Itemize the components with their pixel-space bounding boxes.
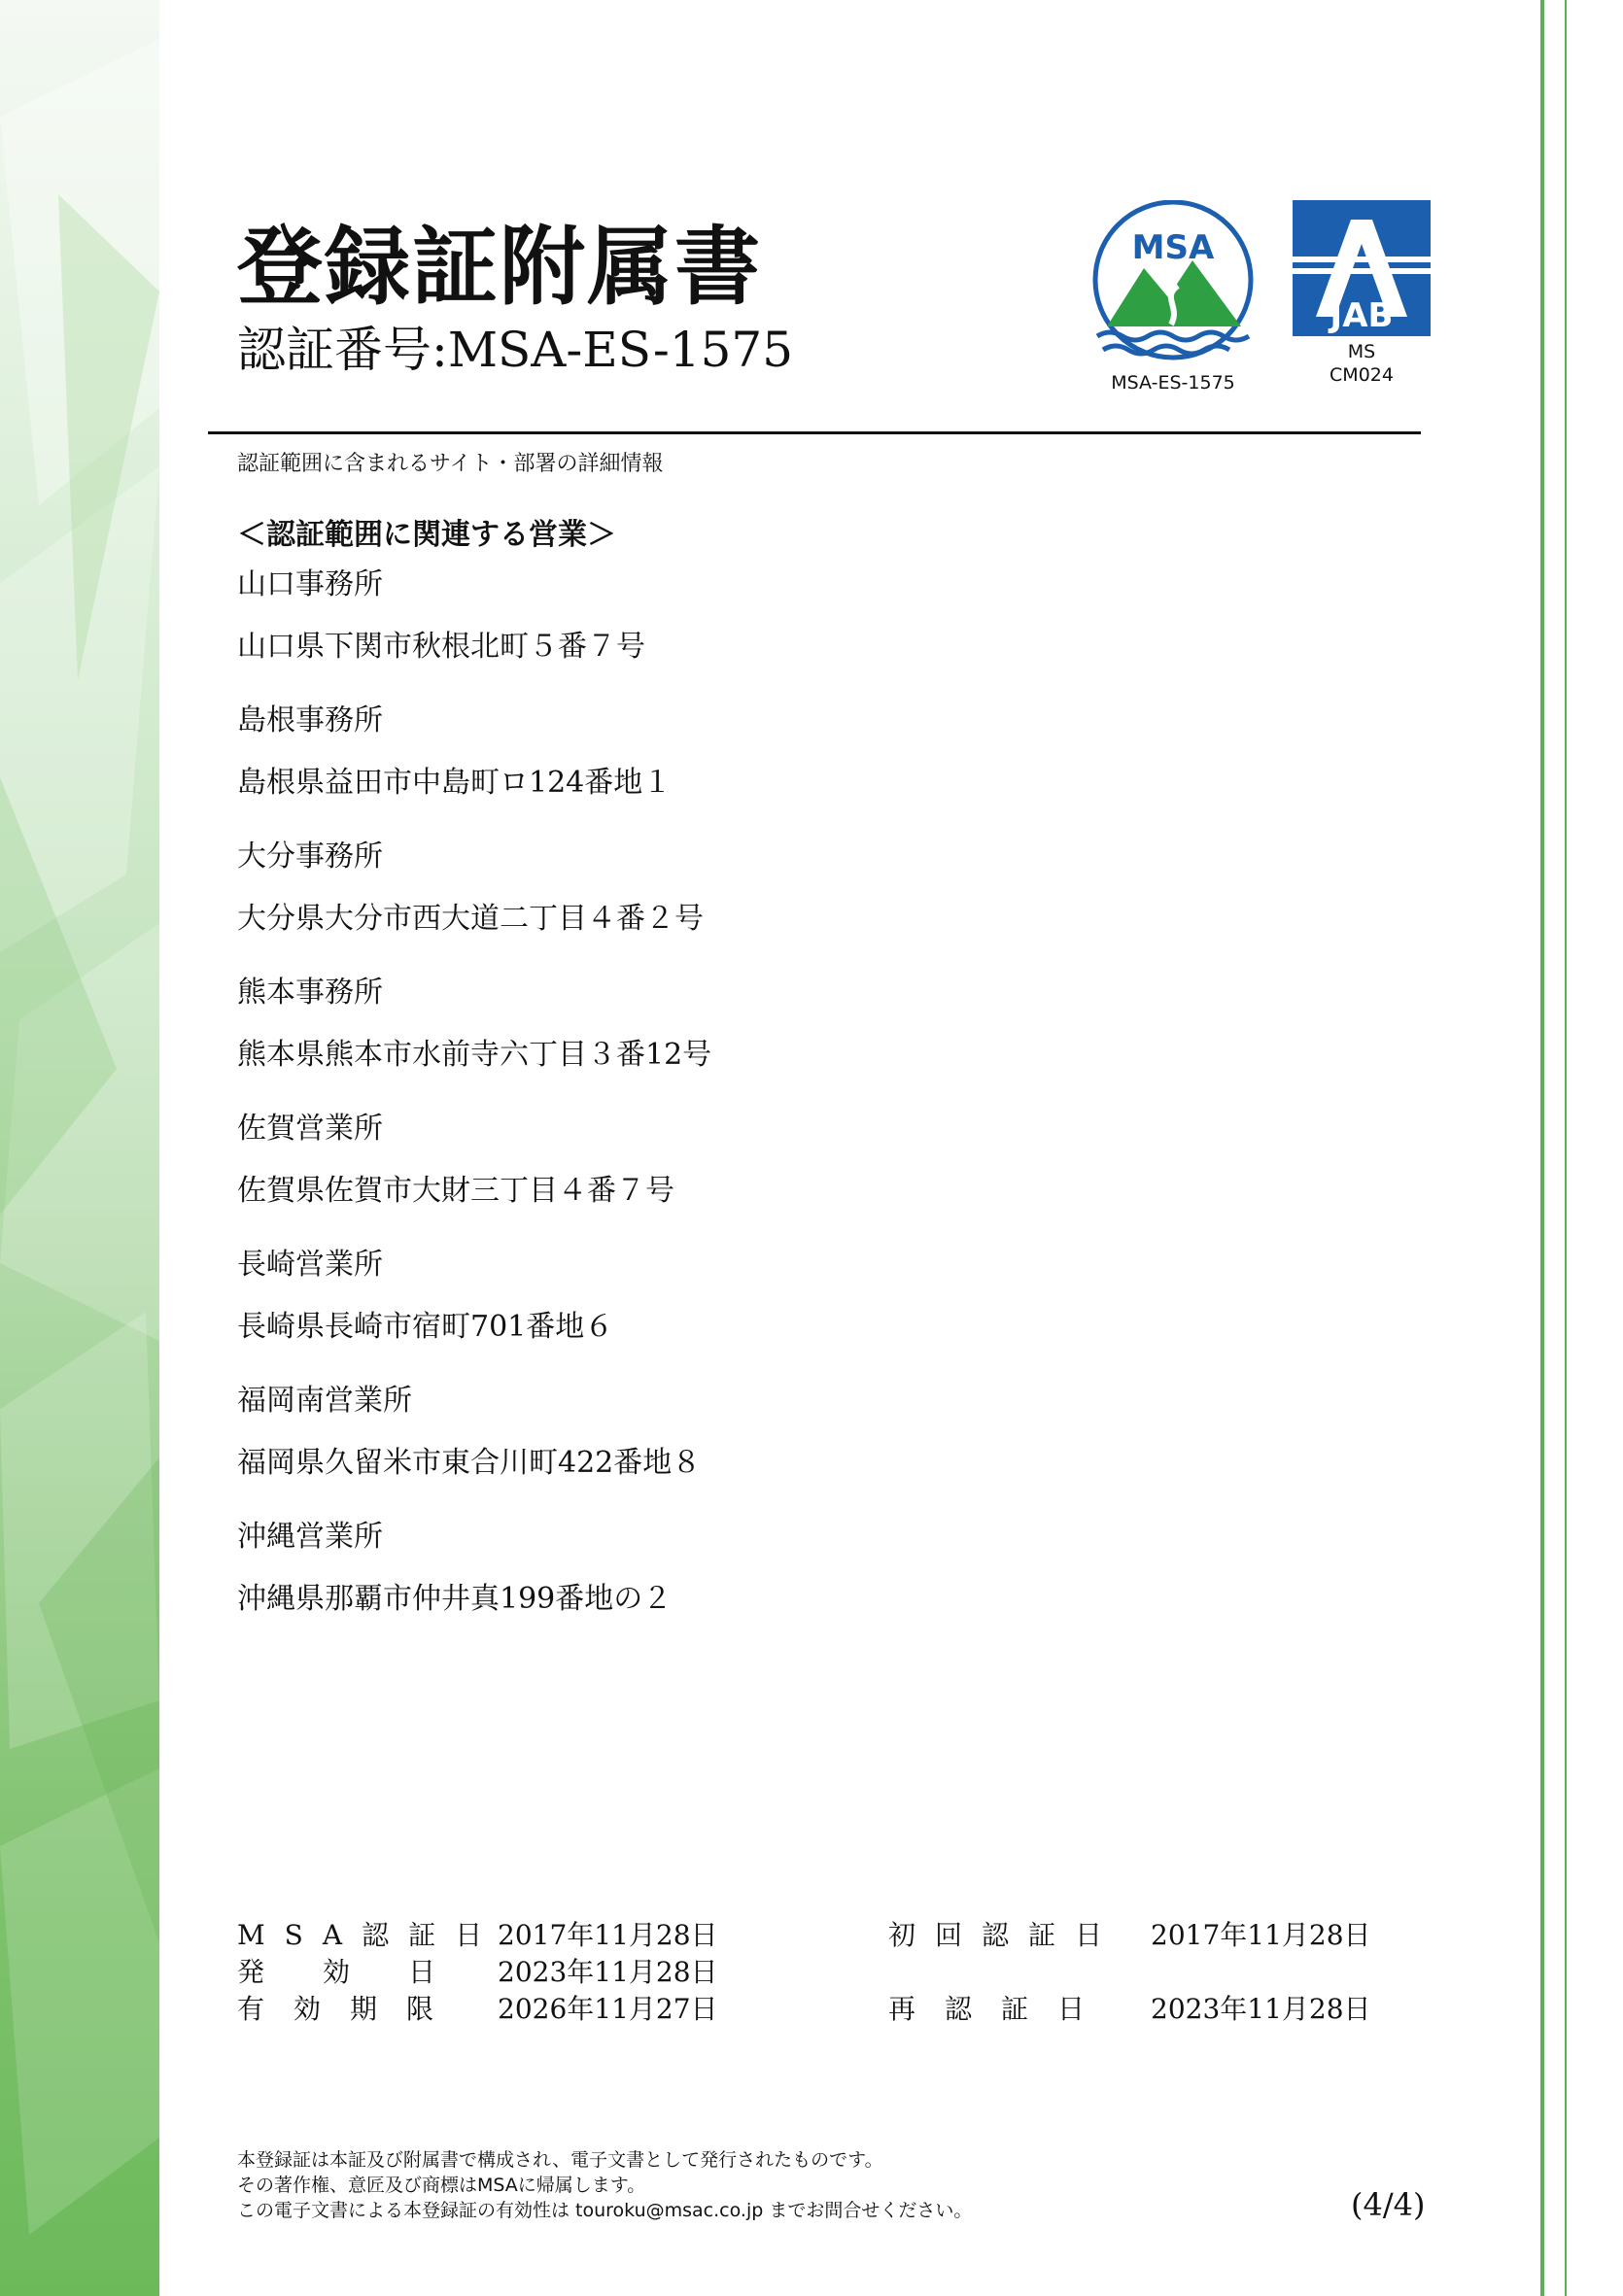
site-name: 長崎営業所 xyxy=(237,1248,383,1282)
recert-date-label: 再認証日 xyxy=(888,1993,1115,2025)
msa-cert-date-value: 2017年11月28日 xyxy=(498,1919,718,1951)
msa-code: MSA-ES-1575 xyxy=(1111,372,1235,394)
site-address: 大分県大分市西大道二丁目４番２号 xyxy=(237,902,704,936)
jab-logo xyxy=(1293,200,1431,390)
site-name: 島根事務所 xyxy=(237,703,383,737)
site-name: 福岡南営業所 xyxy=(237,1384,412,1418)
effective-date-label: 発効日 xyxy=(237,1956,495,1988)
site-name: 沖縄営業所 xyxy=(237,1520,383,1554)
effective-date-value: 2023年11月28日 xyxy=(498,1956,718,1988)
initial-cert-date-value: 2017年11月28日 xyxy=(1151,1919,1371,1951)
header-divider xyxy=(208,431,1421,434)
msa-logo xyxy=(1086,200,1260,394)
msa-cert-date-label: MSA認証日 xyxy=(237,1919,502,1951)
site-address: 福岡県久留米市東合川町422番地８ xyxy=(237,1446,702,1480)
list-item xyxy=(237,1513,1306,1624)
site-name: 熊本事務所 xyxy=(237,976,383,1010)
site-address: 熊本県熊本市水前寺六丁目３番12号 xyxy=(237,1038,712,1072)
footer-note-2: その著作権、意匠及び商標はMSAに帰属します。 xyxy=(237,2175,646,2196)
jab-code: CM024 xyxy=(1329,364,1394,386)
list-item xyxy=(237,697,1306,807)
site-name: 山口事務所 xyxy=(237,567,383,601)
site-name: 大分事務所 xyxy=(237,840,383,874)
list-item xyxy=(237,561,1306,671)
list-item xyxy=(237,1377,1306,1488)
right-border-line xyxy=(1540,0,1544,2296)
site-address: 山口県下関市秋根北町５番７号 xyxy=(237,630,645,664)
expiry-date-value: 2026年11月27日 xyxy=(498,1993,718,2025)
scope-note: 認証範囲に含まれるサイト・部署の詳細情報 xyxy=(237,452,664,476)
recert-date-value: 2023年11月28日 xyxy=(1151,1993,1371,2025)
site-address: 長崎県長崎市宿町701番地６ xyxy=(237,1310,614,1344)
scope-heading: ＜認証範囲に関連する営業＞ xyxy=(237,518,616,552)
footer-note-3: この電子文書による本登録証の有効性は touroku@msac.co.jp までお問合せください。 xyxy=(237,2200,973,2221)
decorative-green-band xyxy=(0,0,159,2296)
jab-logo-text: JAB xyxy=(1329,296,1394,335)
page-number: (4/4) xyxy=(1351,2186,1426,2223)
list-item xyxy=(237,969,1306,1079)
list-item xyxy=(237,833,1306,943)
site-address: 沖縄県那覇市仲井真199番地の２ xyxy=(237,1582,673,1616)
jab-ms: MS xyxy=(1347,341,1376,362)
site-name: 佐賀営業所 xyxy=(237,1112,383,1146)
site-address: 佐賀県佐賀市大財三丁目４番７号 xyxy=(237,1174,674,1208)
site-list xyxy=(237,561,1306,1649)
cert-number: 認証番号:MSA-ES-1575 xyxy=(237,322,794,378)
page-title: 登録証附属書 xyxy=(237,217,763,317)
msa-logo-text: MSA xyxy=(1131,228,1215,267)
list-item xyxy=(237,1241,1306,1352)
list-item xyxy=(237,1105,1306,1216)
expiry-date-label: 有効期限 xyxy=(237,1993,464,2025)
footer-notes xyxy=(237,2147,972,2223)
site-address: 島根県益田市中島町ロ124番地１ xyxy=(237,766,673,800)
footer-note-1: 本登録証は本証及び附属書で構成され、電子文書として発行されたものです。 xyxy=(237,2149,883,2171)
right-border-line-inner xyxy=(1565,0,1567,2296)
initial-cert-date-label: 初回認証日 xyxy=(888,1919,1122,1951)
